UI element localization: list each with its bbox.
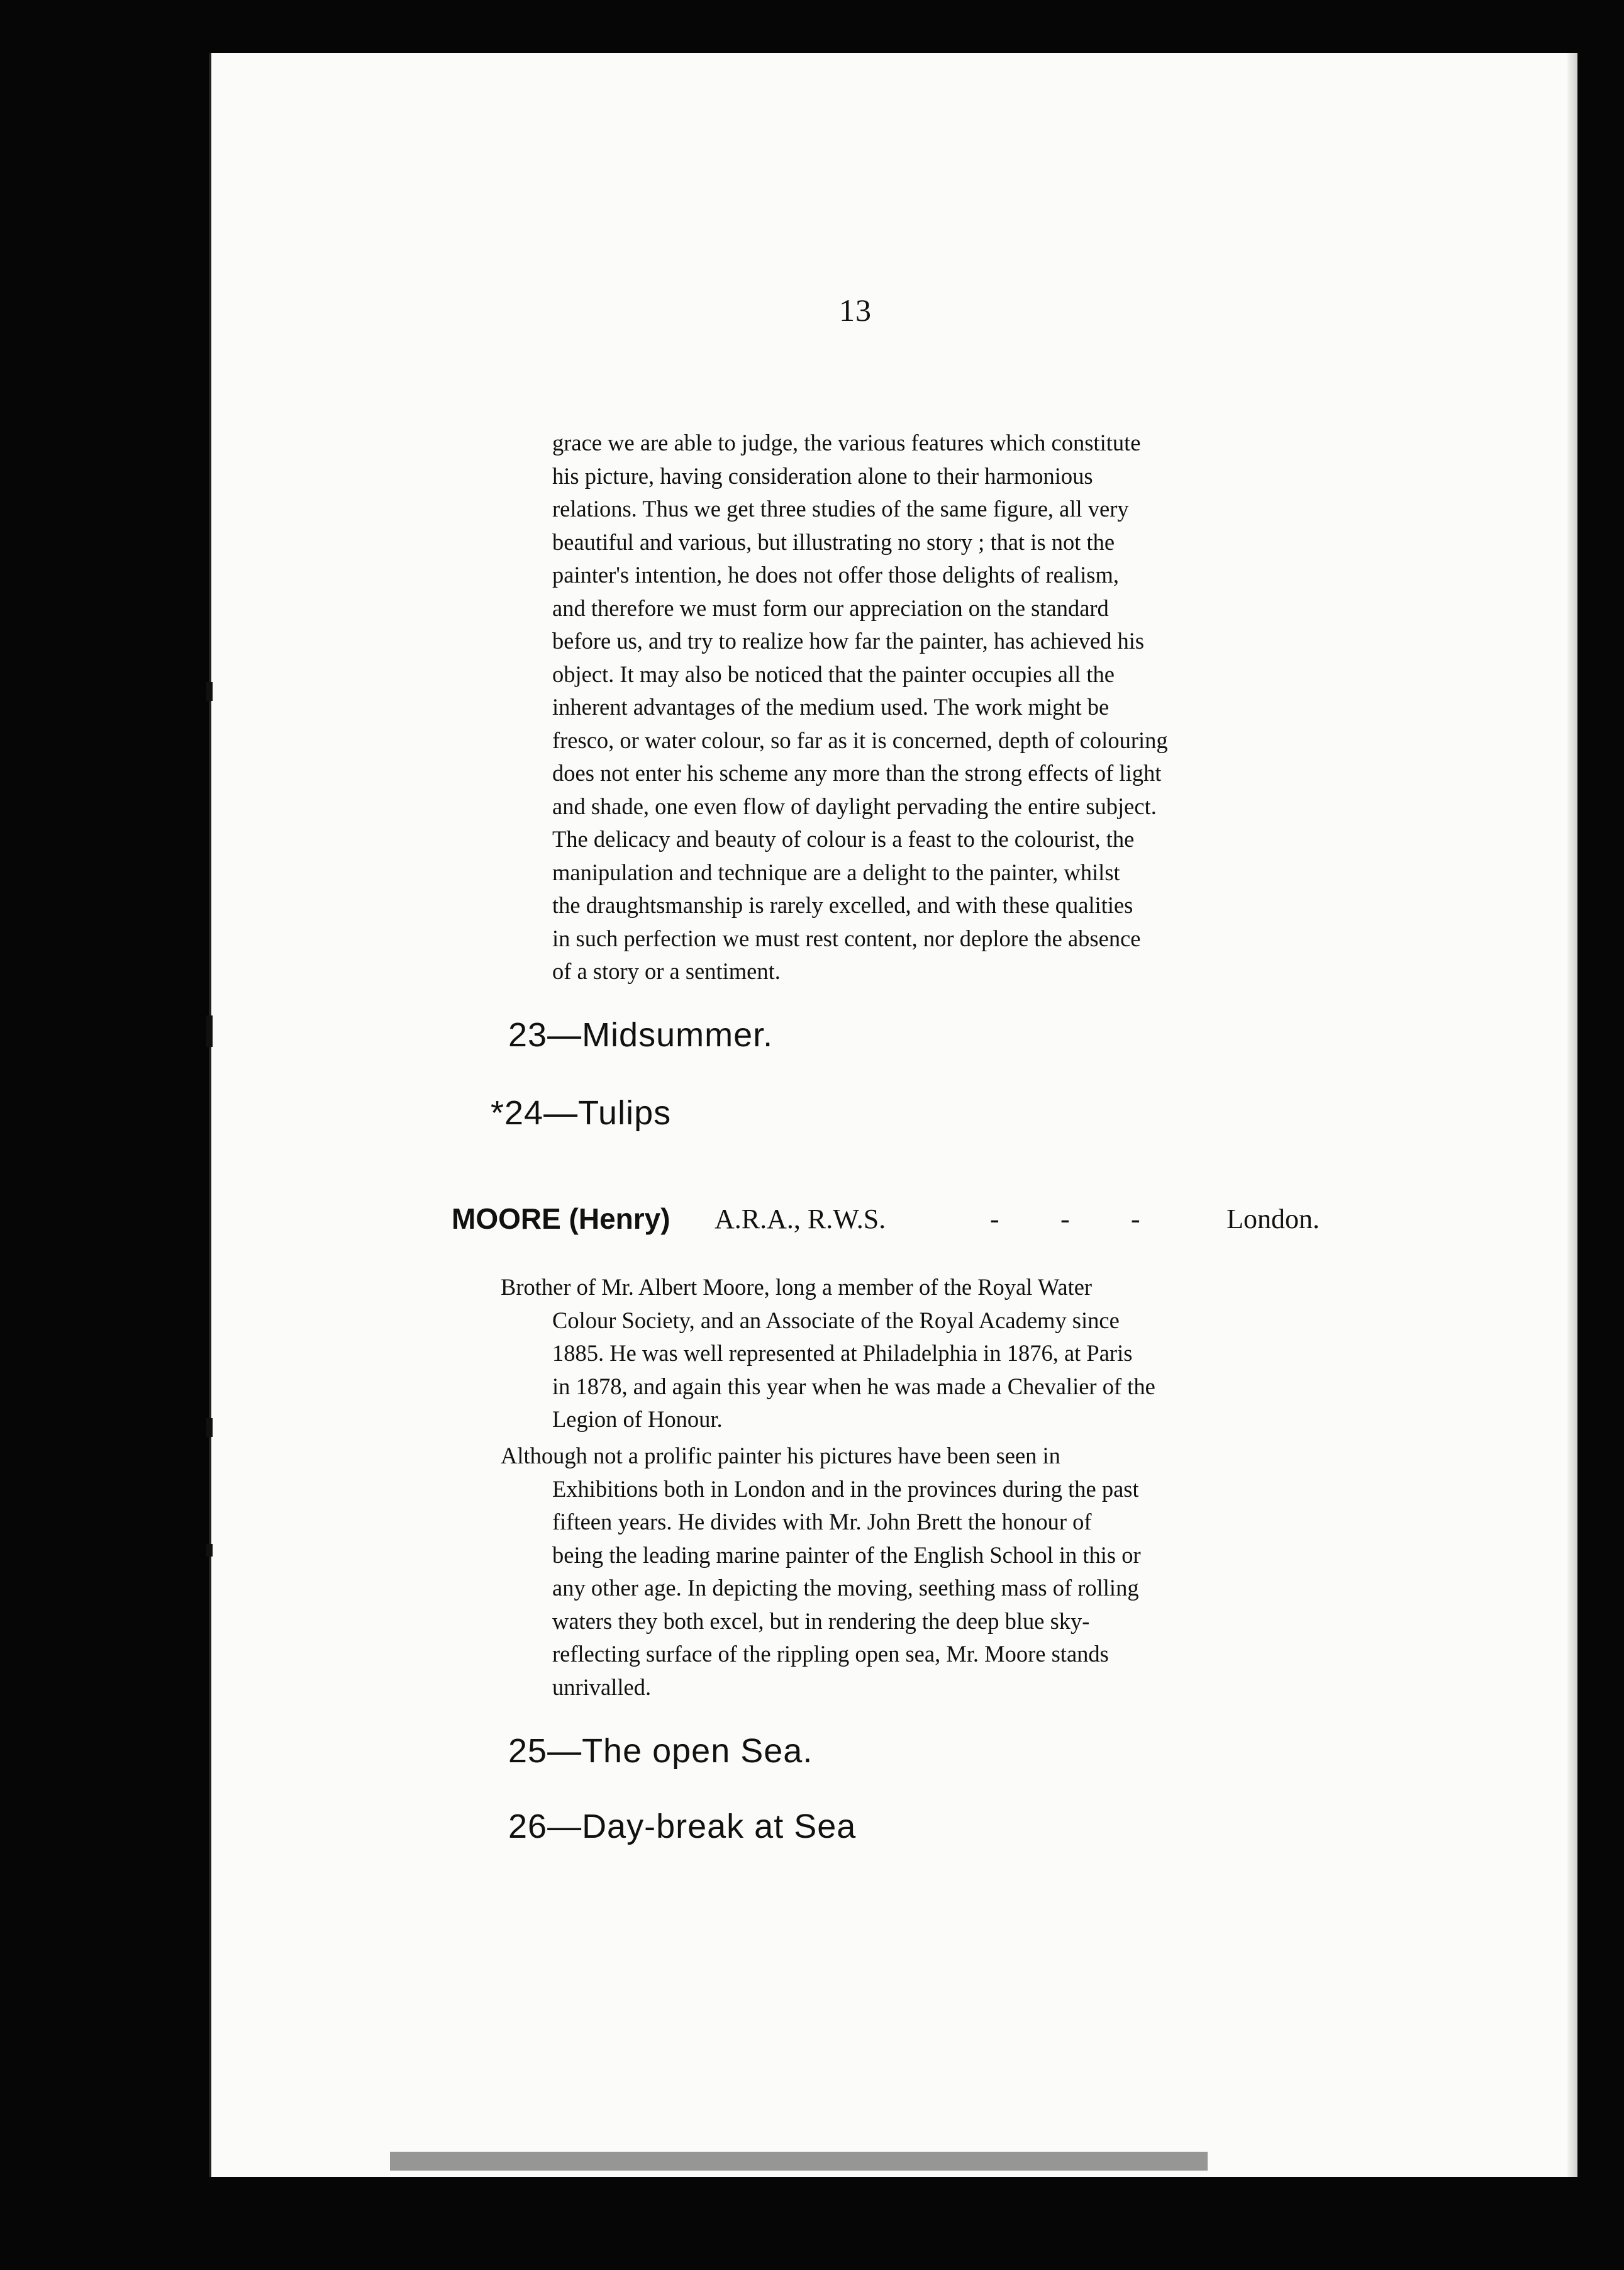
binding-mark xyxy=(206,1418,213,1437)
text-line: manipulation and technique are a delight to the painter, whilst xyxy=(552,859,1120,885)
text-line: unrivalled. xyxy=(552,1674,652,1700)
text-line: Exhibitions both in London and in the provinces during the past xyxy=(552,1475,1139,1502)
text-line: in such perfection we must rest content, nor deplore the absence xyxy=(552,925,1141,951)
text-line: inherent advantages of the medium used. The work might be xyxy=(552,694,1110,720)
text-line: 1885. He was well represented at Philadelphia in 1876, at Paris xyxy=(552,1340,1133,1366)
catalogue-entry: 25—The open Sea. xyxy=(508,1732,813,1770)
catalogue-page xyxy=(209,53,1577,2177)
text-line: The delicacy and beauty of colour is a feast to the colourist, the xyxy=(552,826,1135,852)
binding-mark xyxy=(206,1544,213,1557)
text-line: any other age. In depicting the moving, seething mass of rolling xyxy=(552,1575,1139,1601)
text-line: does not enter his scheme any more than the strong effects of light xyxy=(552,760,1162,786)
catalogue-entry: 23—Midsummer. xyxy=(508,1016,774,1054)
leader-dash: - xyxy=(1060,1204,1070,1234)
binding-mark xyxy=(206,682,213,701)
text-line: beautiful and various, but illustrating no story ; that is not the xyxy=(552,528,1115,555)
text-line: fifteen years. He divides with Mr. John Brett the honour of xyxy=(552,1509,1092,1535)
text-line: the draughtsmanship is rarely excelled, and with these qualities xyxy=(552,892,1133,918)
text-line: of a story or a sentiment. xyxy=(552,958,781,984)
biography-paragraph xyxy=(501,1271,1289,1436)
scan-artifact xyxy=(390,2152,1208,2171)
text-line: and shade, one even flow of daylight pervading the entire subject. xyxy=(552,793,1157,819)
text-line: in 1878, and again this year when he was made a Chevalier of the xyxy=(552,1373,1155,1399)
catalogue-entry: *24—Tulips xyxy=(491,1094,672,1132)
binding-mark xyxy=(206,1015,213,1047)
text-line: Legion of Honour. xyxy=(552,1406,723,1432)
text-line: Brother of Mr. Albert Moore, long a member of the Royal Water xyxy=(501,1274,1093,1300)
artist-qualifications: A.R.A., R.W.S. xyxy=(715,1204,886,1234)
text-line: reflecting surface of the rippling open sea, Mr. Moore stands xyxy=(552,1641,1109,1667)
text-line: waters they both excel, but in rendering the deep blue sky- xyxy=(552,1607,1090,1634)
artist-name: MOORE (Henry) xyxy=(452,1202,670,1235)
text-line: before us, and try to realize how far the painter, has achieved his xyxy=(552,628,1145,654)
page-spine-edge xyxy=(209,53,211,2177)
biography-paragraph xyxy=(501,1440,1289,1704)
text-line: grace we are able to judge, the various features which constitute xyxy=(552,430,1141,456)
catalogue-entry: 26—Day-break at Sea xyxy=(508,1808,857,1845)
artist-header xyxy=(452,1202,1320,1246)
text-line: being the leading marine painter of the English School in this or xyxy=(552,1541,1141,1568)
text-line: and therefore we must form our appreciation on the standard xyxy=(552,595,1109,621)
leader-dash: - xyxy=(1131,1204,1140,1234)
page-number: 13 xyxy=(839,293,872,328)
artist-location: London. xyxy=(1226,1204,1320,1234)
text-line: Colour Society, and an Associate of the Royal Academy since xyxy=(552,1307,1120,1333)
leader-dash: - xyxy=(990,1204,999,1234)
text-line: object. It may also be noticed that the painter occupies all the xyxy=(552,661,1115,687)
page-right-edge xyxy=(1567,53,1577,2177)
description-paragraph xyxy=(552,427,1289,988)
text-line: fresco, or water colour, so far as it is concerned, depth of colouring xyxy=(552,727,1168,753)
text-line: his picture, having consideration alone to their harmonious xyxy=(552,462,1093,489)
text-line: Although not a prolific painter his pictures have been seen in xyxy=(501,1443,1060,1468)
text-line: relations. Thus we get three studies of the same figure, all very xyxy=(552,496,1129,522)
text-line: painter's intention, he does not offer those delights of realism, xyxy=(552,562,1119,588)
